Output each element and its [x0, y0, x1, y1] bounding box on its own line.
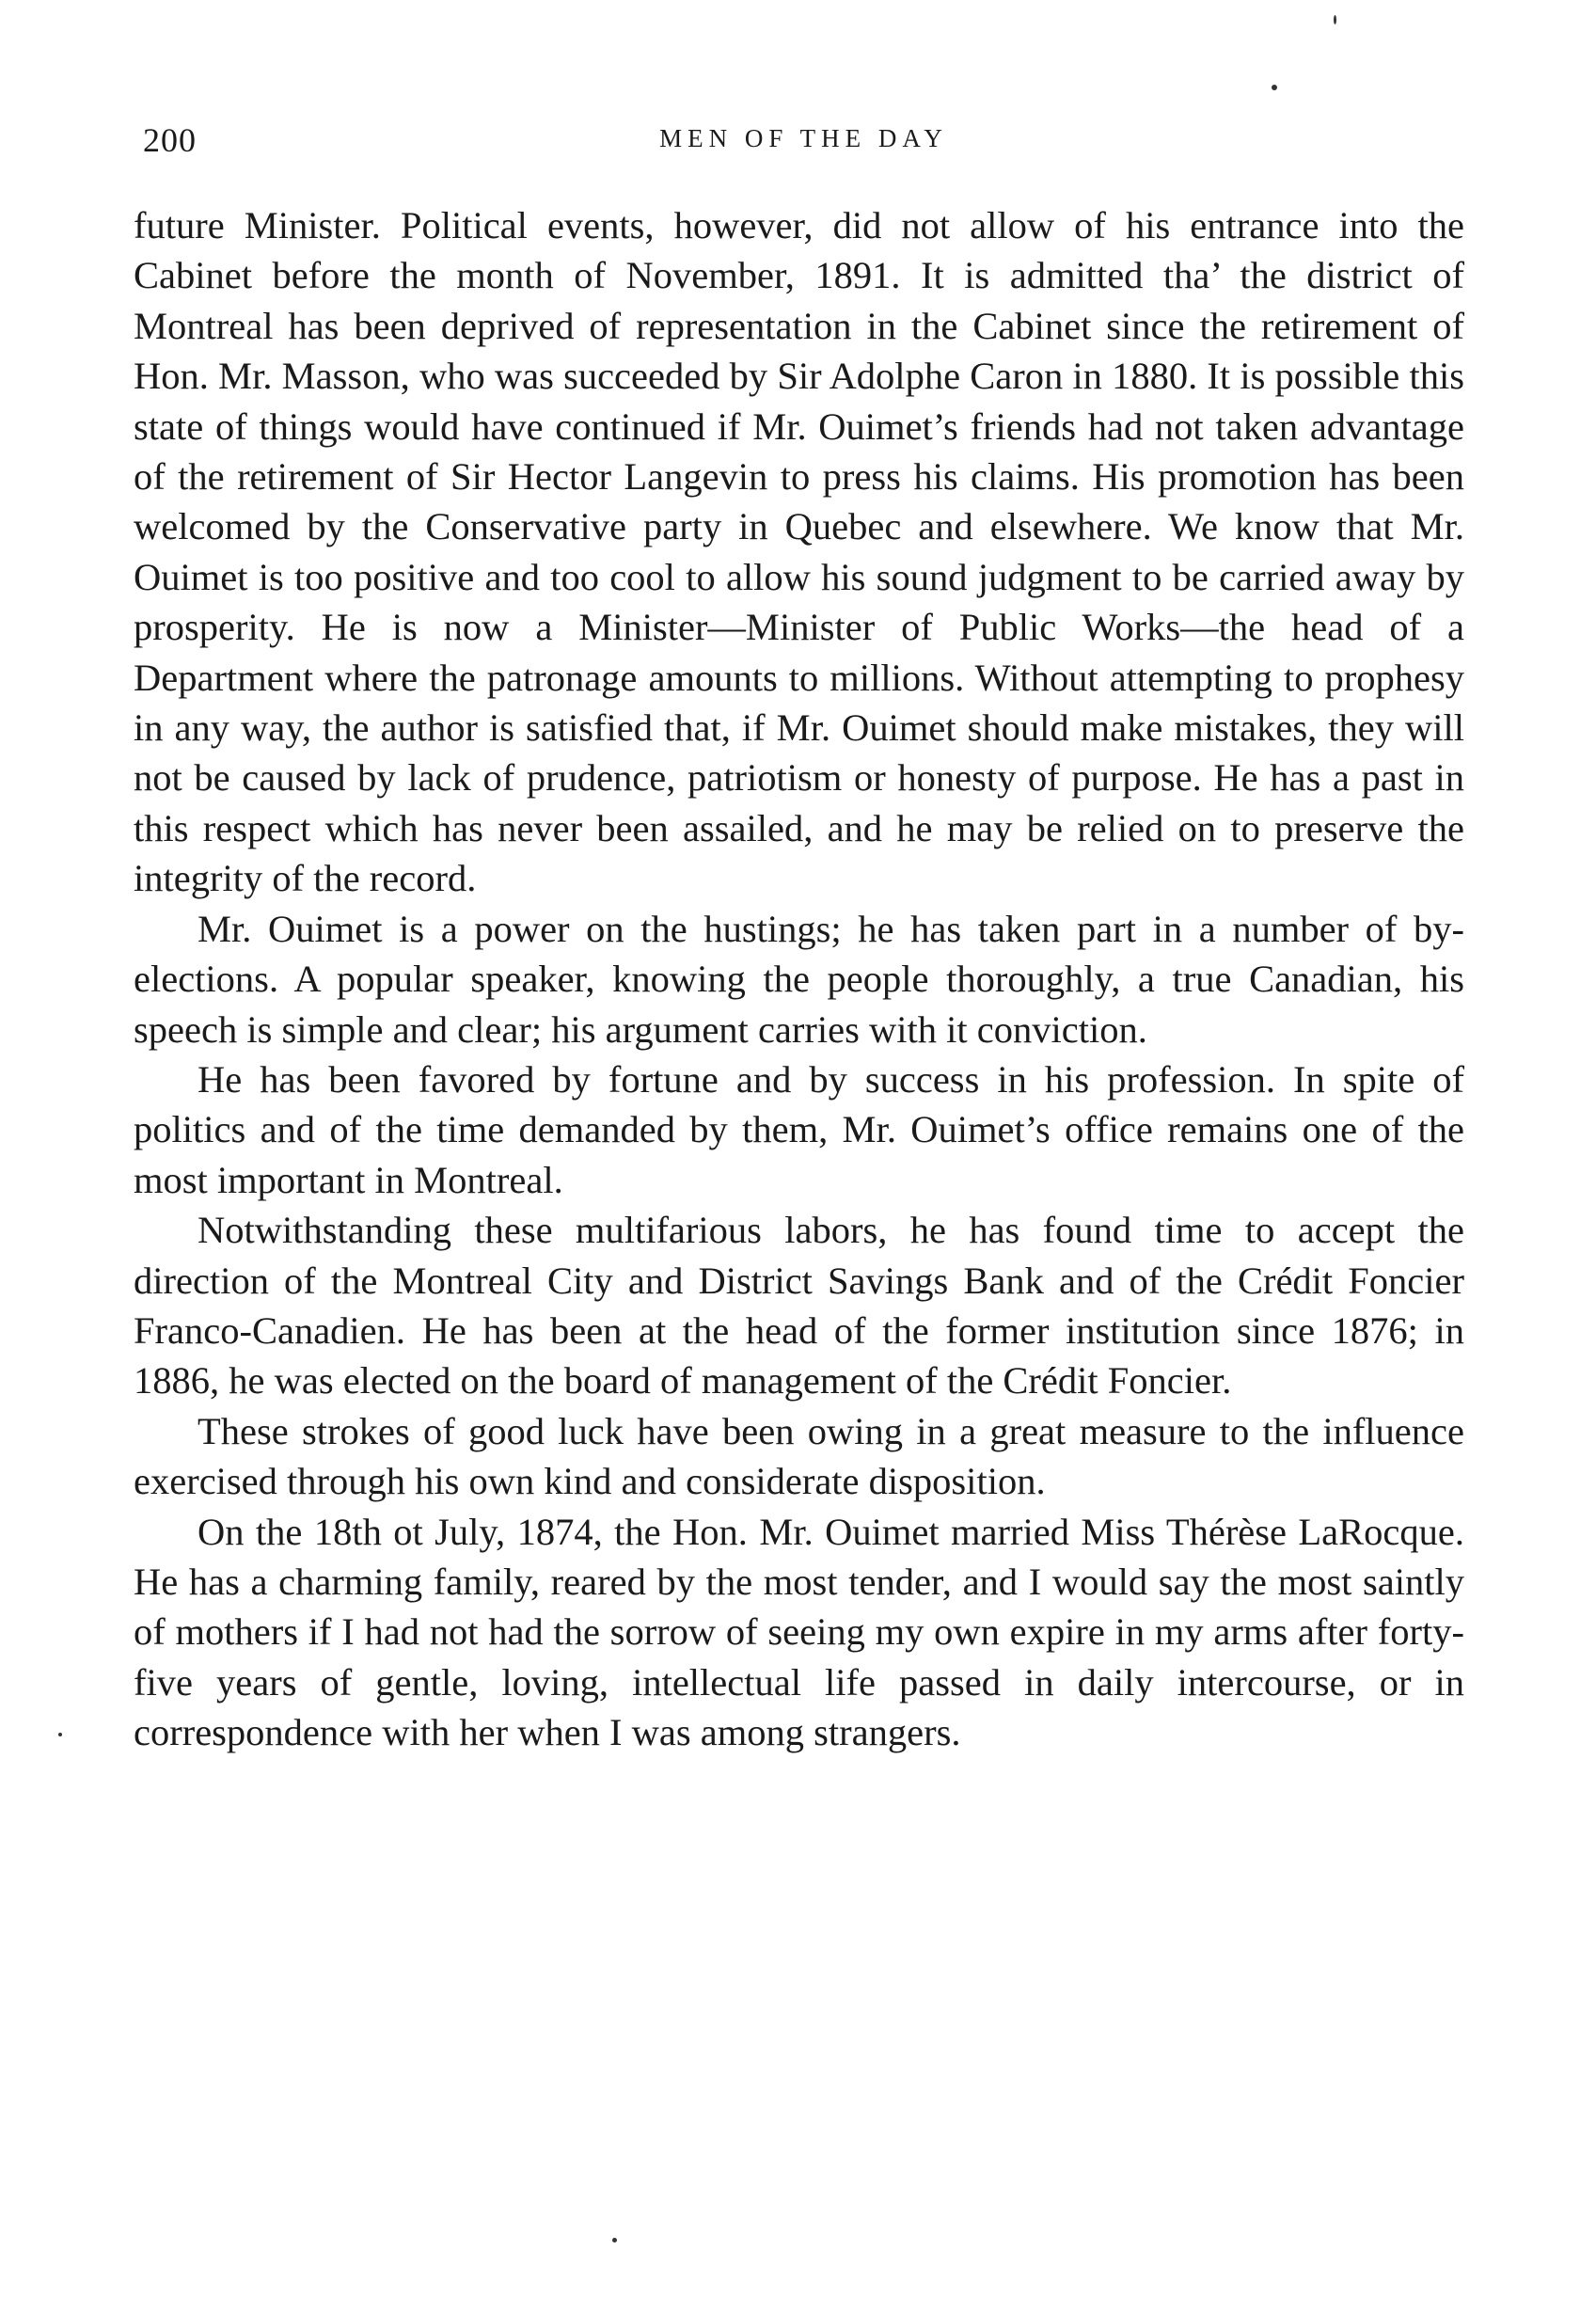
page-header [143, 120, 1464, 167]
paragraph-3: He has been favored by fortune and by success in his profession. In spite of politics and of the time demanded by them, Mr. Ouimet’s office remains one of the most important in Montreal. [134, 1057, 1464, 1201]
body-text [134, 200, 1464, 1758]
paragraph-5: These strokes of good luck have been owing in a great measure to the influence exercised through his own kind and considerate disposition. [134, 1409, 1464, 1503]
paragraph-1: future Minister. Political events, however, did not allow of his entrance into the Cabinet before the month of November, 1891. It is admitted tha’ the district of Montreal has been deprived of representation in the Cabinet since the retirement of Hon. Mr. Masson, who was succeeded by Sir Adolphe Caron in 1880. It is possible this state of things would have continued if Mr. Ouimet’s friends had not taken advantage of the retirement of Sir Hector Langevin to press his claims. His promotion has been welcomed by the Conservative party in Quebec and elsewhere. We know that Mr. Ouimet is too positive and too cool to allow his sound judgment to be carried away by prosperity. He is now a Minister—Minister of Public Works—the head of a Department where the patronage amounts to millions. Without attempting to prophesy in any way, the author is satisfied that, if Mr. Ouimet should make mistakes, they will not be caused by lack of prudence, patriotism or honesty of purpose. He has a past in this respect which has never been assailed, and he may be relied on to preserve the integrity of the record. [134, 204, 1464, 900]
scan-speck [1334, 15, 1336, 24]
scan-speck [612, 2238, 617, 2243]
paragraph-6: On the 18th ot July, 1874, the Hon. Mr. Ouimet married Miss Thérèse LaRocque. He has a charming family, reared by the most tender, and I would say the most saintly of mothers if I had not had the sorrow of seeing my own expire in my arms after forty-five years of gentle, loving, intellectual life passed in daily intercourse, or in correspondence with her when I was among strangers. [134, 1510, 1464, 1754]
running-head: MEN OF THE DAY [659, 124, 948, 152]
page-number: 200 [143, 121, 197, 159]
scan-speck [58, 1733, 62, 1736]
paragraph-2: Mr. Ouimet is a power on the hustings; he has taken part in a number of by-elections. A popular speaker, knowing the people thoroughly, a true Canadian, his speech is simple and clear; his argument carries with it conviction. [134, 907, 1464, 1051]
paragraph-4: Notwithstanding these multifarious labors, he has found time to accept the direction of the Montreal City and District Savings Bank and of the Crédit Foncier Franco-Canadien. He has been at the head of the former institution since 1876; in 1886, he was elected on the board of management of the Crédit Foncier. [134, 1209, 1464, 1403]
scan-speck [1272, 85, 1277, 90]
